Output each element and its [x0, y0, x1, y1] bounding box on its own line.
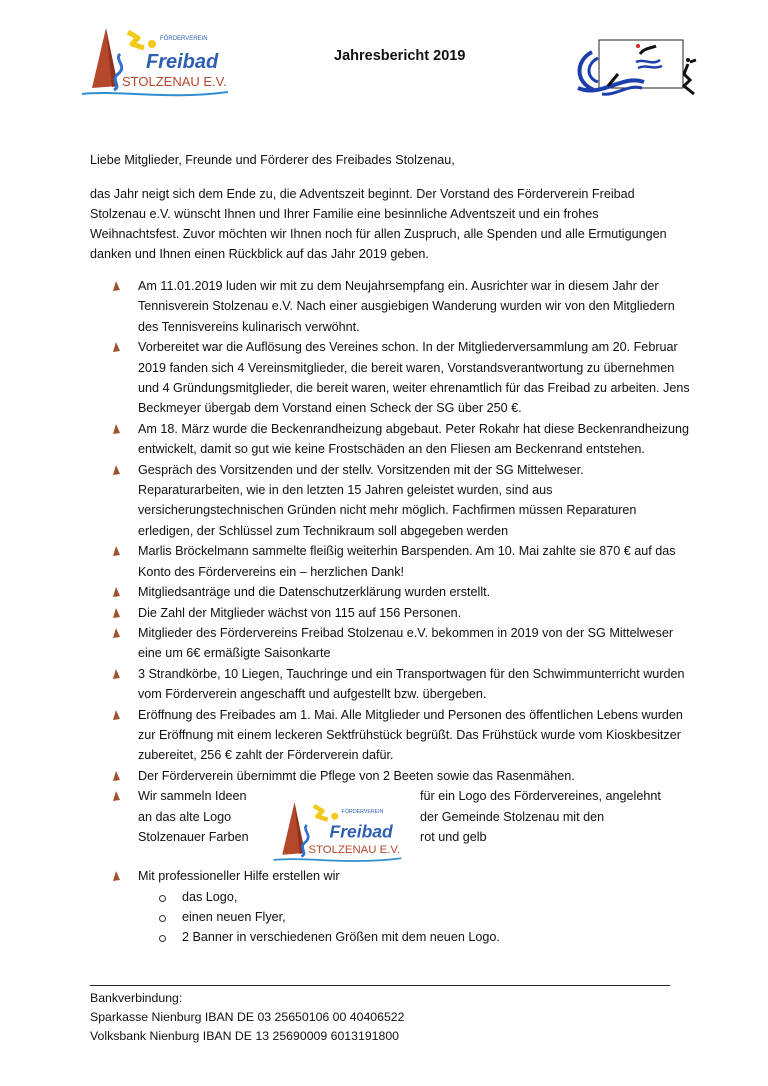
bullet-icon — [113, 608, 121, 618]
svg-text:Freibad: Freibad — [329, 821, 393, 842]
sub-list-item: das Logo, — [111, 887, 691, 907]
document-title: Jahresbericht 2019 — [334, 48, 466, 64]
bullet-icon — [113, 281, 121, 291]
list-item: Eröffnung des Freibades am 1. Mai. Alle Mitglieder und Personen des öffentlichen Lebens wurden zur Eröffnung mit einem leckeren Sektfrühstück begrüßt. Das Frühstück wurde vom Kioskbesitzer zubereitet, 256 € zahlt der Förderverein dafür. — [111, 705, 691, 766]
bank-account-volksbank: Volksbank Nienburg IBAN DE 13 25690009 6013191800 — [90, 1029, 400, 1043]
bullet-icon — [113, 791, 121, 801]
foerderverein-freibad-logo — [78, 26, 238, 98]
list-item: Marlis Bröckelmann sammelte fleißig weiterhin Barspenden. Am 10. Mai zahlte sie 870 € auf das Konto des Fördervereins ein – herzlichen Dank! — [111, 541, 691, 582]
inline-foerderverein-logo — [270, 800, 410, 864]
bullet-icon — [113, 587, 121, 597]
sub-list-item: einen neuen Flyer, — [111, 907, 691, 927]
svg-text:STOLZENAU E.V.: STOLZENAU E.V. — [122, 74, 227, 89]
bullet-icon — [113, 424, 121, 434]
list-item: Mitglieder des Fördervereins Freibad Stolzenau e.V. bekommen in 2019 von der SG Mittelweser eine um 6€ ermäßigte Saisonkarte — [111, 623, 691, 664]
svg-text:Freibad: Freibad — [146, 51, 219, 73]
list-item: Am 11.01.2019 luden wir mit zu dem Neujahrsempfang ein. Ausrichter war in diesem Jahr der Tennisverein Stolzenau e.V. Nach einer ausgiebigen Wanderung wurden wir von den Mitgliedern des Tennisvereins kulinarisch verwöhnt. — [111, 276, 691, 337]
bullet-icon — [113, 465, 121, 475]
bullet-icon — [113, 710, 121, 720]
list-item: Der Förderverein übernimmt die Pflege von 2 Beeten sowie das Rasenmähen. — [111, 766, 691, 786]
logo-ideas-right-text: für ein Logo des Fördervereines, angelehnt der Gemeinde Stolzenau mit den rot und gelb — [420, 789, 661, 844]
logo-ideas-left-text: Wir sammeln Ideen an das alte Logo Stolzenauer Farben — [138, 789, 249, 844]
list-item: Die Zahl der Mitglieder wächst von 115 auf 156 Personen. — [111, 603, 691, 623]
swimming-pool-logo — [572, 38, 700, 100]
list-item: 3 Strandkörbe, 10 Liegen, Tauchringe und ein Transportwagen für den Schwimmunterricht wurden vom Förderverein angeschafft und aufgestellt bzw. übergeben. — [111, 664, 691, 705]
circle-bullet-icon — [159, 895, 166, 902]
svg-text:STOLZENAU E.V.: STOLZENAU E.V. — [308, 844, 401, 856]
footer-divider — [90, 985, 670, 986]
list-item: Gespräch des Vorsitzenden und der stellv. Vorsitzenden mit der SG Mittelweser. Reparaturarbeiten, wie in den letzten 15 Jahren geleistet wurden, sind aus versicherungstechnischen Gründen nicht mehr möglich. Fachfirmen müssen Reparaturen erledigen, der Schlüssel zum Technikraum soll abgegeben werden — [111, 460, 691, 542]
bullet-icon — [113, 771, 121, 781]
svg-text:FÖRDERVEREIN: FÖRDERVEREIN — [341, 808, 384, 815]
sub-list-item: 2 Banner in verschiedenen Größen mit dem neuen Logo. — [111, 927, 691, 947]
intro-paragraph: das Jahr neigt sich dem Ende zu, die Adventszeit beginnt. Der Vorstand des Förderverein Freibad Stolzenau e.V. wünscht Ihnen und Ihrer Familie eine besinnliche Adventszeit und ein frohes Weihnachtsfest. Zuvor möchten wir Ihnen noch für allen Zuspruch, alle Spenden und alle Ermutigungen danken und Ihnen einen Rückblick auf das Jahr 2019 geben. — [90, 187, 667, 261]
bank-details — [90, 989, 404, 1046]
bullet-icon — [113, 342, 121, 352]
bullet-icon — [113, 871, 121, 881]
list-item: Mitgliedsanträge und die Datenschutzerklärung wurden erstellt. — [111, 582, 691, 602]
bullet-icon — [113, 669, 121, 679]
list-item: Vorbereitet war die Auflösung des Vereines schon. In der Mitgliederversammlung am 20. Februar 2019 fanden sich 4 Vereinsmitglieder, die bereit waren, Vorstandsverantwortung zu übernehmen und 4 Gründungsmitglieder, die bereit waren, weiter ehrenamtlich für das Freibad zu arbeiten. Jens Beckmeyer übergab dem Vorstand einen Scheck der SG über 250 €. — [111, 337, 691, 419]
bullet-icon — [113, 546, 121, 556]
svg-text:FÖRDERVEREIN: FÖRDERVEREIN — [160, 36, 208, 42]
greeting: Liebe Mitglieder, Freunde und Förderer des Freibades Stolzenau, — [90, 153, 455, 167]
bullet-icon — [113, 628, 121, 638]
bank-label: Bankverbindung: — [90, 991, 183, 1005]
list-item: Mit professioneller Hilfe erstellen wir — [111, 866, 691, 886]
circle-bullet-icon — [159, 915, 166, 922]
list-item: Am 18. März wurde die Beckenrandheizung abgebaut. Peter Rokahr hat diese Beckenrandheizung entwickelt, damit so gut wie keine Frostschäden an den Fliesen am Beckenrand entstehen. — [111, 419, 691, 460]
circle-bullet-icon — [159, 935, 166, 942]
bank-account-sparkasse: Sparkasse Nienburg IBAN DE 03 25650106 00 40406522 — [90, 1010, 405, 1024]
